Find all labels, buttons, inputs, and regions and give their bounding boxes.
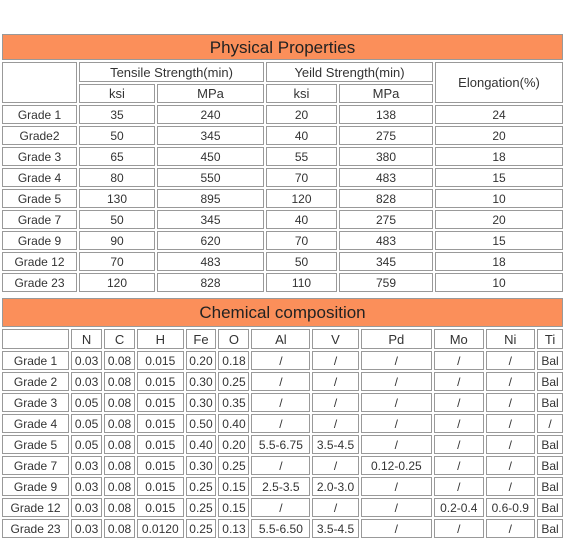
value-cell: / — [361, 414, 432, 433]
value-cell: 0.015 — [137, 393, 183, 412]
value-cell: 130 — [79, 189, 155, 208]
value-cell: 0.015 — [137, 477, 183, 496]
value-cell: 0.05 — [71, 393, 102, 412]
value-cell: / — [486, 477, 536, 496]
value-cell: 759 — [339, 273, 433, 292]
value-cell: 120 — [79, 273, 155, 292]
tensile-mpa-header: MPa — [157, 84, 264, 103]
grade-cell: Grade 7 — [2, 210, 77, 229]
value-cell: 0.08 — [104, 414, 135, 433]
value-cell: / — [361, 519, 432, 538]
value-cell: 10 — [435, 189, 563, 208]
value-cell: Bal — [537, 351, 563, 370]
table-row — [2, 105, 563, 124]
value-cell: 2.5-3.5 — [251, 477, 310, 496]
value-cell: 20 — [435, 126, 563, 145]
value-cell: 450 — [157, 147, 264, 166]
value-cell: / — [251, 372, 310, 391]
value-cell: 0.015 — [137, 372, 183, 391]
value-cell: 0.25 — [218, 372, 249, 391]
value-cell: 65 — [79, 147, 155, 166]
element-header: Ni — [486, 329, 536, 349]
table-row — [2, 435, 563, 454]
elongation-header: Elongation(%) — [435, 62, 563, 103]
value-cell: 0.0120 — [137, 519, 183, 538]
value-cell: 0.08 — [104, 477, 135, 496]
grade-cell: Grade 9 — [2, 477, 69, 496]
value-cell: 0.40 — [186, 435, 217, 454]
value-cell: 275 — [339, 126, 433, 145]
value-cell: / — [312, 372, 358, 391]
chemical-composition-table — [0, 296, 565, 540]
value-cell: / — [434, 414, 484, 433]
value-cell: 0.18 — [218, 351, 249, 370]
value-cell: 20 — [266, 105, 337, 124]
grade-cell: Grade 2 — [2, 372, 69, 391]
value-cell: 3.5-4.5 — [312, 435, 358, 454]
value-cell: 0.03 — [71, 351, 102, 370]
value-cell: 345 — [339, 252, 433, 271]
value-cell: 0.015 — [137, 456, 183, 475]
yield-strength-header: Yeild Strength(min) — [266, 62, 433, 82]
value-cell: 70 — [266, 231, 337, 250]
grade-cell: Grade 12 — [2, 252, 77, 271]
value-cell: 828 — [157, 273, 264, 292]
grade-cell: Grade 1 — [2, 105, 77, 124]
value-cell: / — [312, 393, 358, 412]
table-row — [2, 498, 563, 517]
value-cell: / — [486, 393, 536, 412]
value-cell: 483 — [339, 168, 433, 187]
grade-cell: Grade 5 — [2, 189, 77, 208]
value-cell: 0.35 — [218, 393, 249, 412]
value-cell: 5.5-6.75 — [251, 435, 310, 454]
value-cell: 0.08 — [104, 498, 135, 517]
grade-cell: Grade 9 — [2, 231, 77, 250]
value-cell: 120 — [266, 189, 337, 208]
value-cell: / — [251, 393, 310, 412]
element-header: Pd — [361, 329, 432, 349]
element-header: V — [312, 329, 358, 349]
value-cell: 2.0-3.0 — [312, 477, 358, 496]
value-cell: 70 — [266, 168, 337, 187]
value-cell: / — [486, 372, 536, 391]
value-cell: 0.25 — [218, 456, 249, 475]
value-cell: 40 — [266, 210, 337, 229]
value-cell: 0.03 — [71, 456, 102, 475]
table-row — [2, 372, 563, 391]
value-cell: / — [251, 498, 310, 517]
value-cell: / — [361, 393, 432, 412]
value-cell: / — [486, 456, 536, 475]
value-cell: 0.05 — [71, 414, 102, 433]
value-cell: 40 — [266, 126, 337, 145]
value-cell: 0.30 — [186, 372, 217, 391]
value-cell: 0.08 — [104, 372, 135, 391]
element-header-blank — [2, 329, 69, 349]
value-cell: / — [434, 372, 484, 391]
grade-header-blank — [2, 62, 77, 103]
value-cell: 5.5-6.50 — [251, 519, 310, 538]
table-row — [2, 273, 563, 292]
value-cell: 550 — [157, 168, 264, 187]
value-cell: / — [434, 477, 484, 496]
value-cell: 0.08 — [104, 519, 135, 538]
value-cell: / — [434, 435, 484, 454]
value-cell: 345 — [157, 210, 264, 229]
value-cell: / — [251, 351, 310, 370]
value-cell: / — [361, 372, 432, 391]
value-cell: 0.015 — [137, 351, 183, 370]
value-cell: 483 — [157, 252, 264, 271]
tensile-strength-header: Tensile Strength(min) — [79, 62, 264, 82]
grade-cell: Grade 1 — [2, 351, 69, 370]
value-cell: 345 — [157, 126, 264, 145]
value-cell: 240 — [157, 105, 264, 124]
value-cell: 18 — [435, 252, 563, 271]
element-header: Al — [251, 329, 310, 349]
value-cell: / — [486, 414, 536, 433]
yield-mpa-header: MPa — [339, 84, 433, 103]
value-cell: / — [361, 435, 432, 454]
value-cell: / — [434, 393, 484, 412]
value-cell: 0.03 — [71, 372, 102, 391]
value-cell: 18 — [435, 147, 563, 166]
value-cell: / — [312, 456, 358, 475]
value-cell: 0.15 — [218, 477, 249, 496]
table-row — [2, 519, 563, 538]
element-header: C — [104, 329, 135, 349]
grade-cell: Grade 5 — [2, 435, 69, 454]
value-cell: 0.015 — [137, 498, 183, 517]
value-cell: 20 — [435, 210, 563, 229]
value-cell: / — [251, 414, 310, 433]
grade-cell: Grade 3 — [2, 393, 69, 412]
value-cell: / — [312, 351, 358, 370]
value-cell: 24 — [435, 105, 563, 124]
grade-cell: Grade2 — [2, 126, 77, 145]
value-cell: 0.20 — [186, 351, 217, 370]
grade-cell: Grade 3 — [2, 147, 77, 166]
value-cell: 90 — [79, 231, 155, 250]
value-cell: 0.2-0.4 — [434, 498, 484, 517]
table-row — [2, 147, 563, 166]
yield-ksi-header: ksi — [266, 84, 337, 103]
value-cell: / — [434, 351, 484, 370]
value-cell: 50 — [79, 126, 155, 145]
physical-properties-title: Physical Properties — [2, 34, 563, 60]
value-cell: 0.12-0.25 — [361, 456, 432, 475]
value-cell: / — [312, 498, 358, 517]
value-cell: / — [537, 414, 563, 433]
table-row — [2, 168, 563, 187]
value-cell: 50 — [266, 252, 337, 271]
element-header: N — [71, 329, 102, 349]
value-cell: Bal — [537, 519, 563, 538]
element-header: Mo — [434, 329, 484, 349]
value-cell: 0.08 — [104, 435, 135, 454]
table-row — [2, 393, 563, 412]
value-cell: 0.25 — [186, 477, 217, 496]
value-cell: Bal — [537, 435, 563, 454]
element-header: Fe — [186, 329, 217, 349]
value-cell: 80 — [79, 168, 155, 187]
value-cell: 55 — [266, 147, 337, 166]
table-row — [2, 210, 563, 229]
value-cell: / — [251, 456, 310, 475]
value-cell: 275 — [339, 210, 433, 229]
value-cell: 0.40 — [218, 414, 249, 433]
value-cell: 0.30 — [186, 393, 217, 412]
value-cell: / — [361, 498, 432, 517]
value-cell: 620 — [157, 231, 264, 250]
value-cell: 15 — [435, 168, 563, 187]
value-cell: 0.50 — [186, 414, 217, 433]
value-cell: 110 — [266, 273, 337, 292]
value-cell: 138 — [339, 105, 433, 124]
element-header: H — [137, 329, 183, 349]
value-cell: 3.5-4.5 — [312, 519, 358, 538]
value-cell: 380 — [339, 147, 433, 166]
grade-cell: Grade 4 — [2, 168, 77, 187]
value-cell: 0.015 — [137, 414, 183, 433]
value-cell: 10 — [435, 273, 563, 292]
value-cell: 828 — [339, 189, 433, 208]
value-cell: 0.25 — [186, 519, 217, 538]
grade-cell: Grade 12 — [2, 498, 69, 517]
table-row — [2, 126, 563, 145]
table-row — [2, 231, 563, 250]
value-cell: 0.25 — [186, 498, 217, 517]
value-cell: Bal — [537, 498, 563, 517]
value-cell: 0.08 — [104, 393, 135, 412]
physical-properties-table — [0, 32, 565, 294]
value-cell: 0.20 — [218, 435, 249, 454]
value-cell: / — [361, 351, 432, 370]
table-row — [2, 414, 563, 433]
value-cell: 0.03 — [71, 498, 102, 517]
value-cell: / — [486, 435, 536, 454]
value-cell: 0.6-0.9 — [486, 498, 536, 517]
value-cell: 0.30 — [186, 456, 217, 475]
chemical-composition-title: Chemical composition — [2, 298, 563, 327]
tensile-ksi-header: ksi — [79, 84, 155, 103]
value-cell: Bal — [537, 456, 563, 475]
value-cell: 0.08 — [104, 456, 135, 475]
element-header: O — [218, 329, 249, 349]
value-cell: 70 — [79, 252, 155, 271]
value-cell: 50 — [79, 210, 155, 229]
table-row — [2, 252, 563, 271]
value-cell: Bal — [537, 393, 563, 412]
grade-cell: Grade 23 — [2, 519, 69, 538]
value-cell: / — [434, 456, 484, 475]
table-row — [2, 477, 563, 496]
grade-cell: Grade 23 — [2, 273, 77, 292]
value-cell: 0.015 — [137, 435, 183, 454]
value-cell: 15 — [435, 231, 563, 250]
value-cell: 0.05 — [71, 435, 102, 454]
table-row — [2, 351, 563, 370]
grade-cell: Grade 4 — [2, 414, 69, 433]
value-cell: / — [486, 519, 536, 538]
value-cell: / — [486, 351, 536, 370]
value-cell: Bal — [537, 372, 563, 391]
value-cell: 0.13 — [218, 519, 249, 538]
table-row — [2, 456, 563, 475]
value-cell: Bal — [537, 477, 563, 496]
value-cell: 895 — [157, 189, 264, 208]
value-cell: 0.08 — [104, 351, 135, 370]
value-cell: / — [434, 519, 484, 538]
value-cell: / — [361, 477, 432, 496]
value-cell: 0.03 — [71, 519, 102, 538]
grade-cell: Grade 7 — [2, 456, 69, 475]
value-cell: 0.03 — [71, 477, 102, 496]
value-cell: 483 — [339, 231, 433, 250]
value-cell: 0.15 — [218, 498, 249, 517]
element-header: Ti — [537, 329, 563, 349]
value-cell: 35 — [79, 105, 155, 124]
value-cell: / — [312, 414, 358, 433]
table-row — [2, 189, 563, 208]
